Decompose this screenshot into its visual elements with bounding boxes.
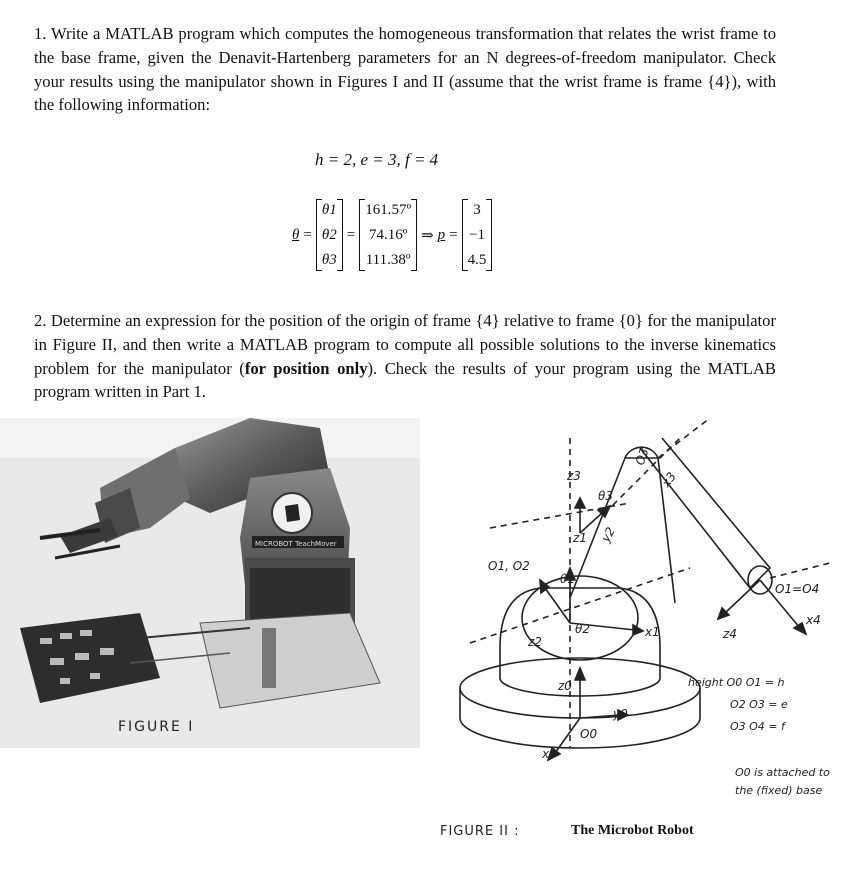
figure-1-brand-label: MICROBOT TeachMover (255, 540, 337, 548)
theta-vector (316, 199, 343, 271)
question-2-pre: 2. Determine an expression for the position of the origin of frame {4} relative to frame {0} for the manipulator in Figure II, and then write a MATLAB program to compute all possible solutions to the inverse kinematics problem for the manipulator ( (34, 311, 776, 378)
label-o1o2: O1, O2 (488, 559, 530, 573)
label-y0: y0 (613, 707, 628, 721)
question-2-post: ). Check the results of your program using the MATLAB program written in Part 1. (34, 358, 776, 402)
label-o1o4: O1=O4 (775, 582, 820, 596)
figure-caption: The Microbot Robot (571, 823, 694, 838)
note-o3o4: O3 O4 = f (730, 720, 785, 733)
parameter-equation: h = 2, e = 3, f = 4 (315, 150, 439, 169)
figure-2-kinematic-diagram (430, 418, 850, 876)
figure-2-label: FIGURE II : (440, 824, 520, 839)
p-vector-symbol: p (437, 226, 446, 243)
theta-p-equation: θ = θ1 θ2 θ3 = 161.57º 74.16º 111.38º ⇒ p = 3 −1 4.5 (292, 194, 492, 276)
note-height: height O0 O1 = h (688, 676, 785, 689)
theta-3: θ3 (321, 252, 337, 268)
figure-1-robot-photo (0, 418, 420, 748)
label-x0: x0 (542, 747, 557, 761)
label-x4: x4 (806, 613, 821, 627)
label-x3: x3 (658, 469, 679, 490)
implies-symbol: ⇒ (421, 227, 434, 244)
label-z0: z0 (558, 679, 572, 693)
angle-vector (359, 199, 417, 271)
label-z3: z3 (567, 469, 581, 483)
label-theta2: θ2 (575, 622, 590, 636)
p-2: −1 (469, 227, 485, 243)
p-3: 4.5 (467, 252, 487, 268)
label-o3: O3 (632, 446, 652, 468)
label-z1: z1 (573, 531, 587, 545)
angle-1: 161.57º (365, 202, 412, 218)
question-1-text: 1. Write a MATLAB program which computes the homogeneous transformation that relates the wrist frame to the base frame, given the Denavit-Hartenberg parameters for an N degrees-of-freedom manipulator. Check your results using the manipulator shown in Figures I and II (assume that the wrist frame is frame {4}), with the following information: (34, 24, 776, 115)
question-2-bold: for position only (244, 358, 368, 378)
p-1: 3 (473, 202, 481, 218)
label-z4: z4 (723, 627, 737, 641)
note-attached-1: O0 is attached to (735, 766, 830, 779)
label-theta3: θ3 (598, 489, 613, 503)
note-attached-2: the (fixed) base (735, 784, 823, 797)
label-theta1: θ1 (560, 572, 575, 586)
question-2-text (34, 309, 776, 404)
theta-2: θ2 (321, 227, 337, 243)
angle-2: 74.16º (368, 227, 408, 243)
label-z2: z2 (528, 635, 542, 649)
figure-1-label: FIGURE I (118, 719, 195, 735)
theta-1: θ1 (321, 202, 337, 218)
angle-3: 111.38º (365, 252, 411, 268)
label-x1: x1 (645, 625, 660, 639)
p-vector (462, 199, 493, 271)
label-o0: O0 (580, 727, 598, 741)
label-y2: y2 (598, 524, 618, 545)
note-o2o3: O2 O3 = e (730, 698, 788, 711)
theta-vector-symbol: θ (292, 226, 300, 243)
